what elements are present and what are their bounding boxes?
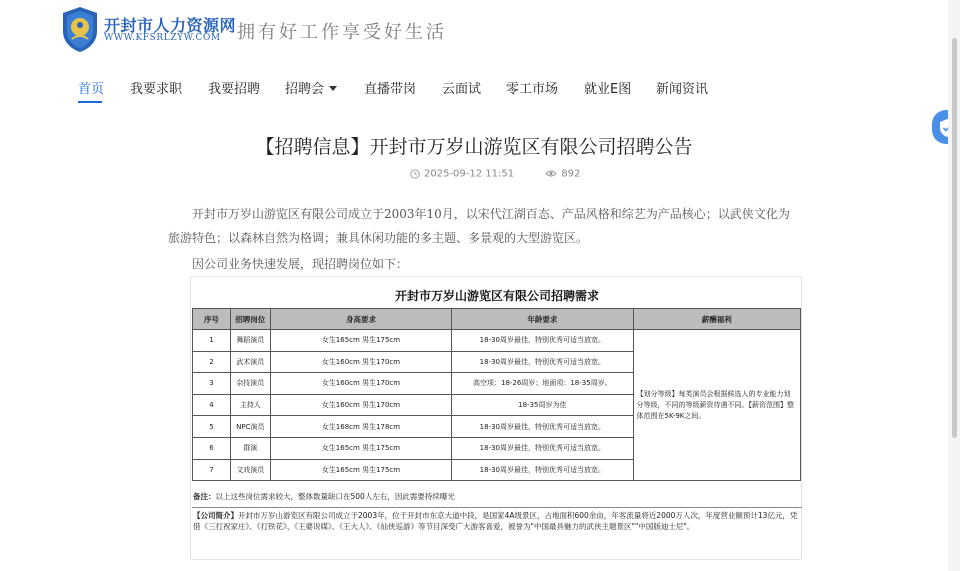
nav-job-fair-label: 招聘会 (285, 82, 325, 97)
company-intro (193, 511, 799, 532)
site-header (0, 0, 960, 62)
nav-employment-map[interactable]: 就业E图 (584, 82, 632, 97)
cell-age: 18-30周岁最佳，特别优秀可适当放宽。 (452, 416, 633, 438)
cell-age: 18-30周岁最佳，特别优秀可适当放宽。 (452, 351, 633, 373)
chevron-down-icon (329, 86, 337, 91)
cell-post: 杂技演员 (230, 373, 270, 395)
cell-post: 文戏演员 (230, 459, 270, 481)
company-intro-label: 【公司简介】 (193, 511, 238, 520)
cell-age: 高空项：18-26周岁；地面项：18-35周岁。 (452, 373, 633, 395)
cell-no: 2 (193, 351, 231, 373)
cell-no: 6 (193, 437, 231, 459)
company-intro-text: 开封市万岁山游览区有限公司成立于2003年，位于开封市东京大道中段，是国家4A级景区，占地面积600余亩，年客流量将近2000万人次，年度营业额预计13亿元，凭借《三打祝家庄》、《打铁花》、《王婆说媒》、《王大人》、《仙侠巡游》等节目深受广大游客喜爱，被誉为"中国最具魅力的武侠主题景区""中国版迪士尼"。 (193, 511, 798, 531)
cell-post: NPC演员 (230, 416, 270, 438)
page-scrollbar[interactable] (948, 0, 960, 571)
scrollbar-thumb[interactable] (952, 38, 957, 438)
table-title: 开封市万岁山游览区有限公司招聘需求 (394, 289, 599, 303)
nav-news[interactable]: 新闻资讯 (656, 82, 709, 97)
cell-height: 女生160cm 男生170cm (270, 394, 451, 416)
site-slogan: 拥有好工作享受好生活 (237, 22, 447, 43)
cell-height: 女生165cm 男生175cm (270, 437, 451, 459)
table-note (193, 491, 455, 502)
article-title: 【招聘信息】开封市万岁山游览区有限公司招聘公告 (255, 136, 693, 158)
nav-active-indicator (78, 101, 102, 103)
article-paragraph-jobs: 因公司业务快速发展，现招聘岗位如下： (192, 257, 409, 271)
header-height: 身高要求 (270, 309, 451, 330)
nav-cloud-interview[interactable]: 云面试 (442, 82, 482, 97)
logo-emblem-icon[interactable] (60, 5, 100, 53)
nav-live-recruiting[interactable]: 直播带岗 (364, 82, 417, 97)
header-welfare: 薪酬福利 (633, 309, 800, 330)
nav-recruiting[interactable]: 我要招聘 (208, 82, 261, 97)
cell-age: 18-30周岁最佳，特别优秀可适当放宽。 (452, 330, 633, 352)
cell-welfare: 【划分等级】每类演员会根据候选人的专业能力划分等级，不同的等级薪资待遇不同。【薪资范围】整体范围在5K-9K之间。 (633, 330, 800, 481)
nav-job-fair[interactable] (285, 78, 337, 97)
cell-height: 女生165cm 男生175cm (270, 330, 451, 352)
cell-post: 舞蹈演员 (230, 330, 270, 352)
cell-post: 群演 (230, 437, 270, 459)
clock-icon (410, 169, 420, 179)
nav-job-seeking[interactable]: 我要求职 (130, 82, 183, 97)
table-row (193, 330, 801, 352)
header-post: 招聘岗位 (230, 309, 270, 330)
article-meta (410, 168, 580, 180)
table-header-row (193, 309, 801, 330)
header-no: 序号 (193, 309, 231, 330)
recruitment-table-image (190, 276, 802, 560)
divider (192, 507, 802, 508)
cell-age: 18-30周岁最佳，特别优秀可适当放宽。 (452, 459, 633, 481)
cell-height: 女生165cm 男生175cm (270, 459, 451, 481)
cell-height: 女生168cm 男生178cm (270, 416, 451, 438)
cell-post: 主持人 (230, 394, 270, 416)
site-url: WWW.KFSRLZYW.COM (104, 33, 221, 43)
nav-gig-market[interactable]: 零工市场 (506, 82, 559, 97)
eye-icon (545, 169, 557, 178)
cell-post: 武术演员 (230, 351, 270, 373)
view-count: 892 (561, 168, 581, 179)
cell-height: 女生160cm 男生170cm (270, 351, 451, 373)
nav-home[interactable]: 首页 (78, 82, 105, 97)
cell-age: 18-30周岁最佳，特别优秀可适当放宽。 (452, 437, 633, 459)
cell-no: 1 (193, 330, 231, 352)
article-paragraph-intro: 开封市万岁山游览区有限公司成立于2003年10月，以宋代江湖百态、产品风格和综艺为产品核心；以武侠文化为旅游特色；以森林自然为格调；兼具休闲功能的多主题、多景观的大型游览区。 (168, 207, 790, 245)
site-name[interactable]: 开封市人力资源网 (104, 16, 237, 35)
cell-no: 7 (193, 459, 231, 481)
header-age: 年龄要求 (452, 309, 633, 330)
cell-no: 3 (193, 373, 231, 395)
main-nav (0, 74, 948, 104)
publish-date: 2025-09-12 11:51 (424, 168, 515, 180)
cell-no: 5 (193, 416, 231, 438)
table-note-label: 备注： (193, 492, 216, 501)
recruitment-table (192, 308, 801, 481)
table-note-text: 以上这些岗位需求较大，整体数量缺口在500人左右，因此需要持续曝光 (215, 492, 455, 501)
cell-age: 18-35周岁为佳 (452, 394, 633, 416)
cell-height: 女生160cm 男生170cm (270, 373, 451, 395)
cell-no: 4 (193, 394, 231, 416)
